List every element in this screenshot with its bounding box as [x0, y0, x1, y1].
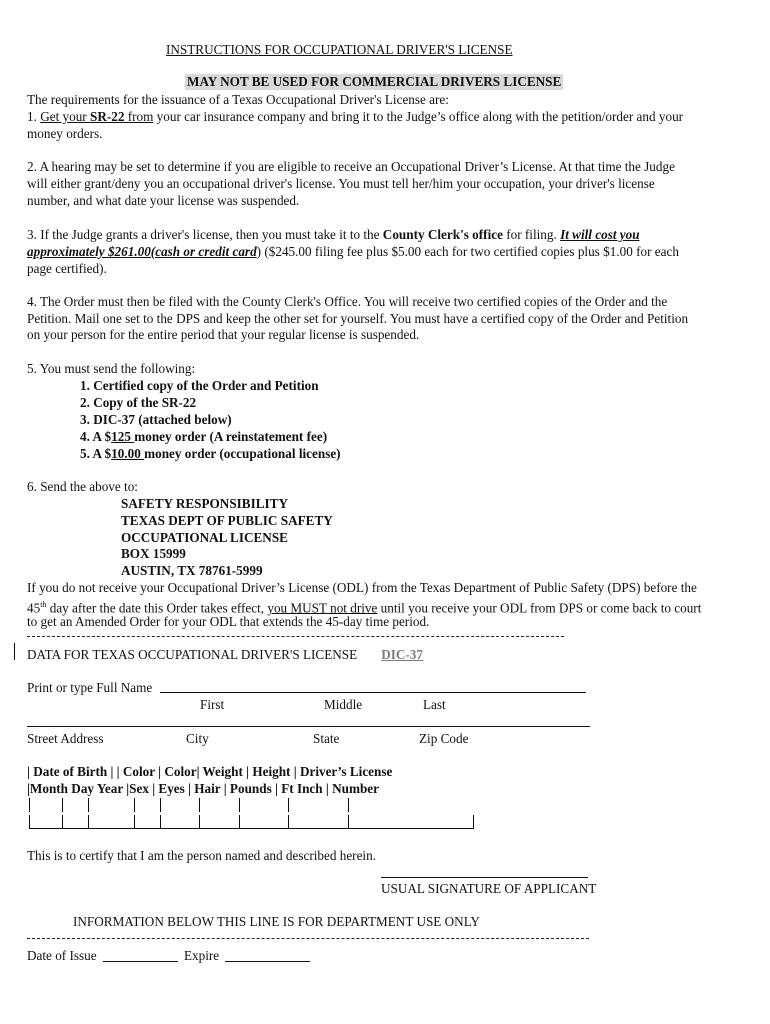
full-name-field[interactable] [160, 692, 586, 693]
warning-line-1: If you do not receive your Occupational Driver’s License (ODL) from the Texas Department of Public Safety (DPS) before the [27, 580, 697, 595]
address-line-5: AUSTIN, TX 78761-5999 [121, 563, 263, 578]
step-5-item-2: 2. Copy of the SR-22 [80, 395, 197, 410]
grid-divider [62, 798, 63, 812]
step-5-item-5-prefix: 5. A $ [80, 446, 112, 461]
step-5-item-4 [80, 429, 327, 445]
step-3-fees: ) ($245.00 filing fee plus $5.00 each for two certified copies plus $1.00 for each [256, 244, 679, 259]
step-2-line-3: number, and what date your license was suspended. [27, 193, 300, 208]
page-subtitle: MAY NOT BE USED FOR COMMERCIAL DRIVERS LICENSE [187, 74, 562, 89]
step-4-line-3: on your person for the entire period that your regular license is suspended. [27, 327, 420, 342]
step-1-line-2: money orders. [27, 126, 103, 141]
grid-divider [348, 815, 349, 829]
step-5-item-5-text: money order (occupational license) [144, 446, 341, 461]
step-3-cost: It will cost you [560, 227, 640, 242]
cut-line [27, 636, 564, 637]
certification-text: This is to certify that I am the person named and described herein. [27, 848, 376, 863]
address-line-4: BOX 15999 [121, 546, 186, 561]
form-header [27, 647, 423, 663]
step-5-heading: 5. You must send the following: [27, 361, 196, 376]
step-1-get-your: Get your [40, 109, 90, 124]
page-title: INSTRUCTIONS FOR OCCUPATIONAL DRIVER'S LICENSE [166, 42, 513, 57]
step-4-line-1: 4. The Order must then be filed with the County Clerk's Office. You will receive two certified copies of the Order and the [27, 294, 668, 309]
grid-divider [88, 798, 89, 812]
city-caption: City [186, 731, 209, 746]
grid-divider [288, 815, 289, 829]
department-use-heading: INFORMATION BELOW THIS LINE IS FOR DEPARTMENT USE ONLY [73, 914, 480, 929]
full-name-label: Print or type Full Name [27, 680, 153, 695]
step-1-number: 1. [27, 109, 41, 124]
step-3-text: 3. If the Judge grants a driver's license, then you must take it to the [27, 227, 383, 242]
step-5-item-5 [80, 446, 341, 462]
grid-divider [88, 815, 89, 829]
address-line-2: TEXAS DEPT OF PUBLIC SAFETY [121, 513, 333, 528]
grid-header-row-2: |Month Day Year |Sex | Eyes | Hair | Pounds | Ft Inch | Number [27, 781, 379, 796]
form-code: DIC-37 [381, 647, 423, 662]
step-3-clerk: County Clerk's office [382, 227, 503, 242]
grid-divider [348, 798, 349, 812]
step-3-amount: approximately $261.00(cash or credit card [27, 244, 257, 259]
grid-divider [29, 798, 30, 812]
step-3-filing: for filing. [502, 227, 561, 242]
step-5-item-4-prefix: 4. A $ [80, 429, 112, 444]
step-4-line-2: Petition. Mail one set to the DPS and keep the other set for yourself. You must have a certified copy of the Order and Petition [27, 311, 689, 326]
step-2-line-1: 2. A hearing may be set to determine if you are eligible to receive an Occupational Driver’s License. At that time the Judge [27, 159, 675, 174]
warning-must-not-drive: you MUST not drive [267, 600, 378, 616]
step-6-heading: 6. Send the above to: [27, 479, 138, 494]
last-name-caption: Last [423, 697, 446, 712]
step-1-line-1 [27, 109, 683, 125]
grid-divider [199, 815, 200, 829]
grid-divider [473, 815, 474, 829]
step-5-item-3: 3. DIC-37 (attached below) [80, 412, 232, 427]
step-3-line-2 [27, 244, 679, 260]
warning-line-3: to get an Amended Order for your ODL that extends the 45-day time period. [27, 614, 430, 629]
address-line-1: SAFETY RESPONSIBILITY [121, 496, 288, 511]
step-5-item-5-amount: 10.00 [111, 446, 145, 461]
zip-caption: Zip Code [419, 731, 469, 746]
warning-text-end: until you receive your ODL from DPS or come back to court [377, 600, 702, 616]
state-caption: State [313, 731, 340, 746]
warning-day-suffix: th [40, 600, 47, 609]
signature-field[interactable] [381, 877, 588, 878]
step-5-item-4-amount: 125 [111, 429, 135, 444]
step-2-line-2: will either grant/deny you an occupational driver's license. You must tell her/him your occupation, your driver's license [27, 176, 655, 191]
intro-text: The requirements for the issuance of a Texas Occupational Driver's License are: [27, 92, 449, 107]
grid-divider [29, 815, 30, 829]
grid-divider [160, 815, 161, 829]
step-3-line-3: page certified). [27, 261, 107, 276]
warning-text: day after the date this Order takes effect, [46, 600, 268, 616]
signature-caption: USUAL SIGNATURE OF APPLICANT [381, 881, 597, 896]
grid-divider [239, 815, 240, 829]
address-field[interactable] [27, 726, 590, 727]
expire-field[interactable] [225, 961, 310, 962]
grid-divider [62, 815, 63, 829]
address-line-3: OCCUPATIONAL LICENSE [121, 530, 288, 545]
grid-divider [288, 798, 289, 812]
warning-day-number: 45 [27, 600, 41, 616]
step-5-item-1: 1. Certified copy of the Order and Petition [80, 378, 319, 393]
date-of-issue-field[interactable] [103, 961, 178, 962]
grid-bottom-line [29, 828, 474, 829]
grid-divider [239, 798, 240, 812]
expire-label: Expire [184, 948, 220, 963]
step-3-line-1 [27, 227, 640, 243]
step-1-rest: your car insurance company and bring it to the Judge’s office along with the petition/order and your [153, 109, 684, 124]
grid-divider [134, 815, 135, 829]
grid-divider [199, 798, 200, 812]
department-divider [27, 938, 589, 939]
grid-header-row-1: | Date of Birth | | Color | Color| Weight | Height | Driver’s License [27, 764, 393, 779]
step-1-from: from [124, 109, 154, 124]
step-1-sr22: SR-22 [90, 109, 125, 124]
street-caption: Street Address [27, 731, 104, 746]
step-5-item-4-text: money order (A reinstatement fee) [134, 429, 328, 444]
date-of-issue-label: Date of Issue [27, 948, 97, 963]
first-name-caption: First [200, 697, 225, 712]
grid-divider [160, 798, 161, 812]
grid-divider [134, 798, 135, 812]
text-cursor [14, 643, 15, 660]
form-header-text: DATA FOR TEXAS OCCUPATIONAL DRIVER'S LICENSE [27, 647, 358, 662]
middle-name-caption: Middle [324, 697, 363, 712]
